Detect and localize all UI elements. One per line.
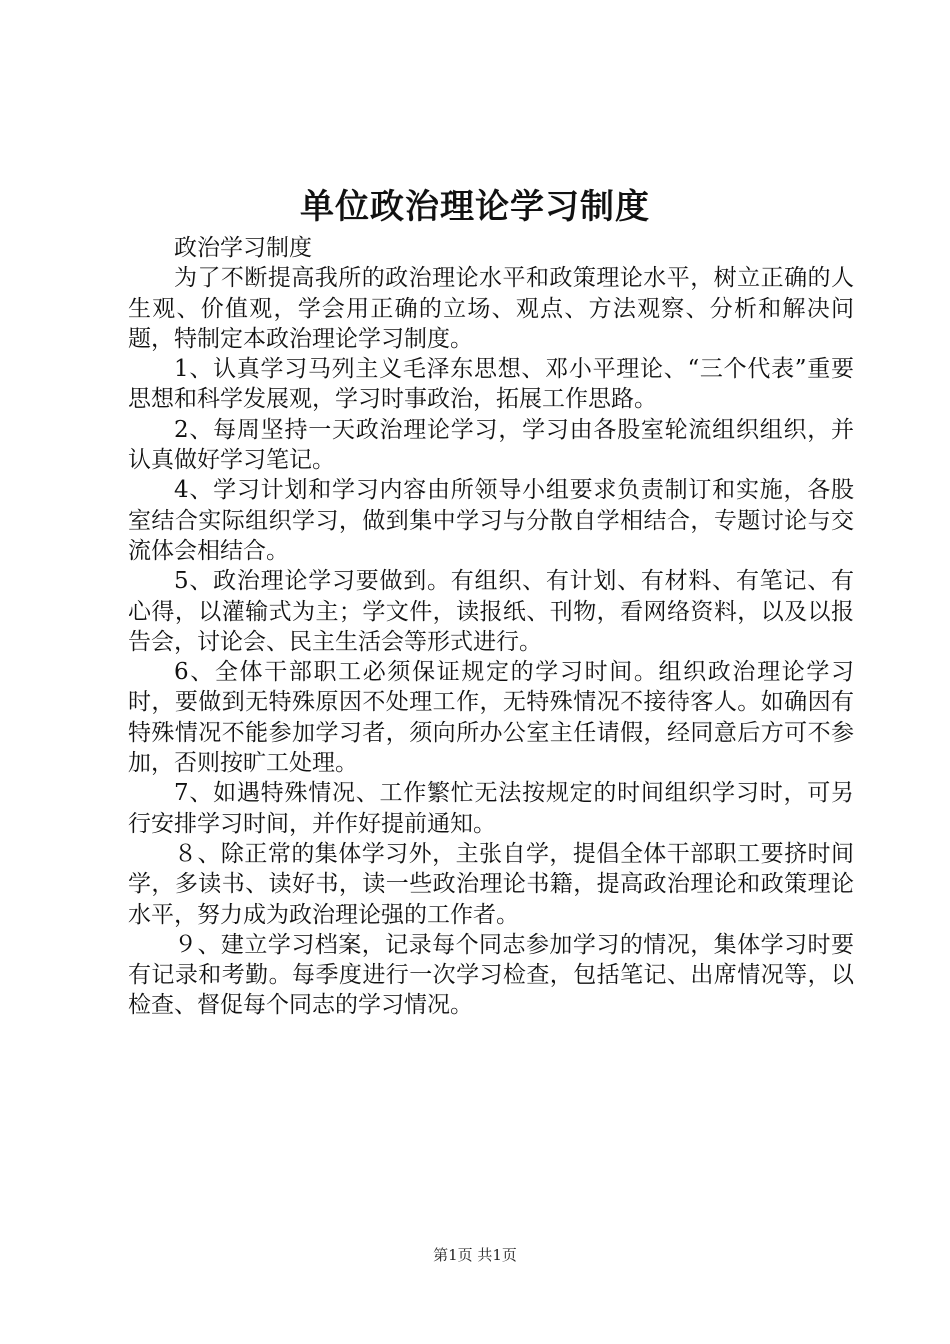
document-body [128,233,854,1021]
paragraph-intro: 为了不断提高我所的政治理论水平和政策理论水平，树立正确的人生观、价值观，学会用正确的立场、观点、方法观察、分析和解决问题，特制定本政治理论学习制度。 [128,265,854,352]
paragraph-subtitle: 政治学习制度 [174,235,312,261]
document-title: 单位政治理论学习制度 [300,187,650,227]
paragraph-item-2: 2、每周坚持一天政治理论学习，学习由各股室轮流组织组织，并认真做好学习笔记。 [128,416,854,474]
page-number-footer: 第1页 共1页 [433,1246,517,1264]
paragraph-item-5: 5、政治理论学习要做到。有组织、有计划、有材料、有笔记、有心得，以灌输式为主；学文件，读报纸、刊物，看网络资料，以及以报告会，讨论会、民主生活会等形式进行。 [128,568,854,655]
paragraph-item-1: 1、认真学习马列主义毛泽东思想、邓小平理论、“三个代表”重要思想和科学发展观，学习时事政治，拓展工作思路。 [128,356,854,413]
paragraph-item-9: ９、建立学习档案，记录每个同志参加学习的情况，集体学习时要有记录和考勤。每季度进行一次学习检查，包括笔记、出席情况等，以检查、督促每个同志的学习情况。 [128,931,854,1019]
paragraph-item-6: 6、全体干部职工必须保证规定的学习时间。组织政治理论学习时，要做到无特殊原因不处理工作，无特殊情况不接待客人。如确因有特殊情况不能参加学习者，须向所办公室主任请假，经同意后方可不参加，否则按旷工处理。 [128,659,854,777]
paragraph-item-4: 4、学习计划和学习内容由所领导小组要求负责制订和实施，各股室结合实际组织学习，做到集中学习与分散自学相结合，专题讨论与交流体会相结合。 [128,477,854,564]
paragraph-item-7: 7、如遇特殊情况、工作繁忙无法按规定的时间组织学习时，可另行安排学习时间，并作好提前通知。 [128,780,854,837]
paragraph-item-8: ８、除正常的集体学习外，主张自学，提倡全体干部职工要挤时间学，多读书、读好书，读一些政治理论书籍，提高政治理论和政策理论水平，努力成为政治理论强的工作者。 [128,840,854,928]
